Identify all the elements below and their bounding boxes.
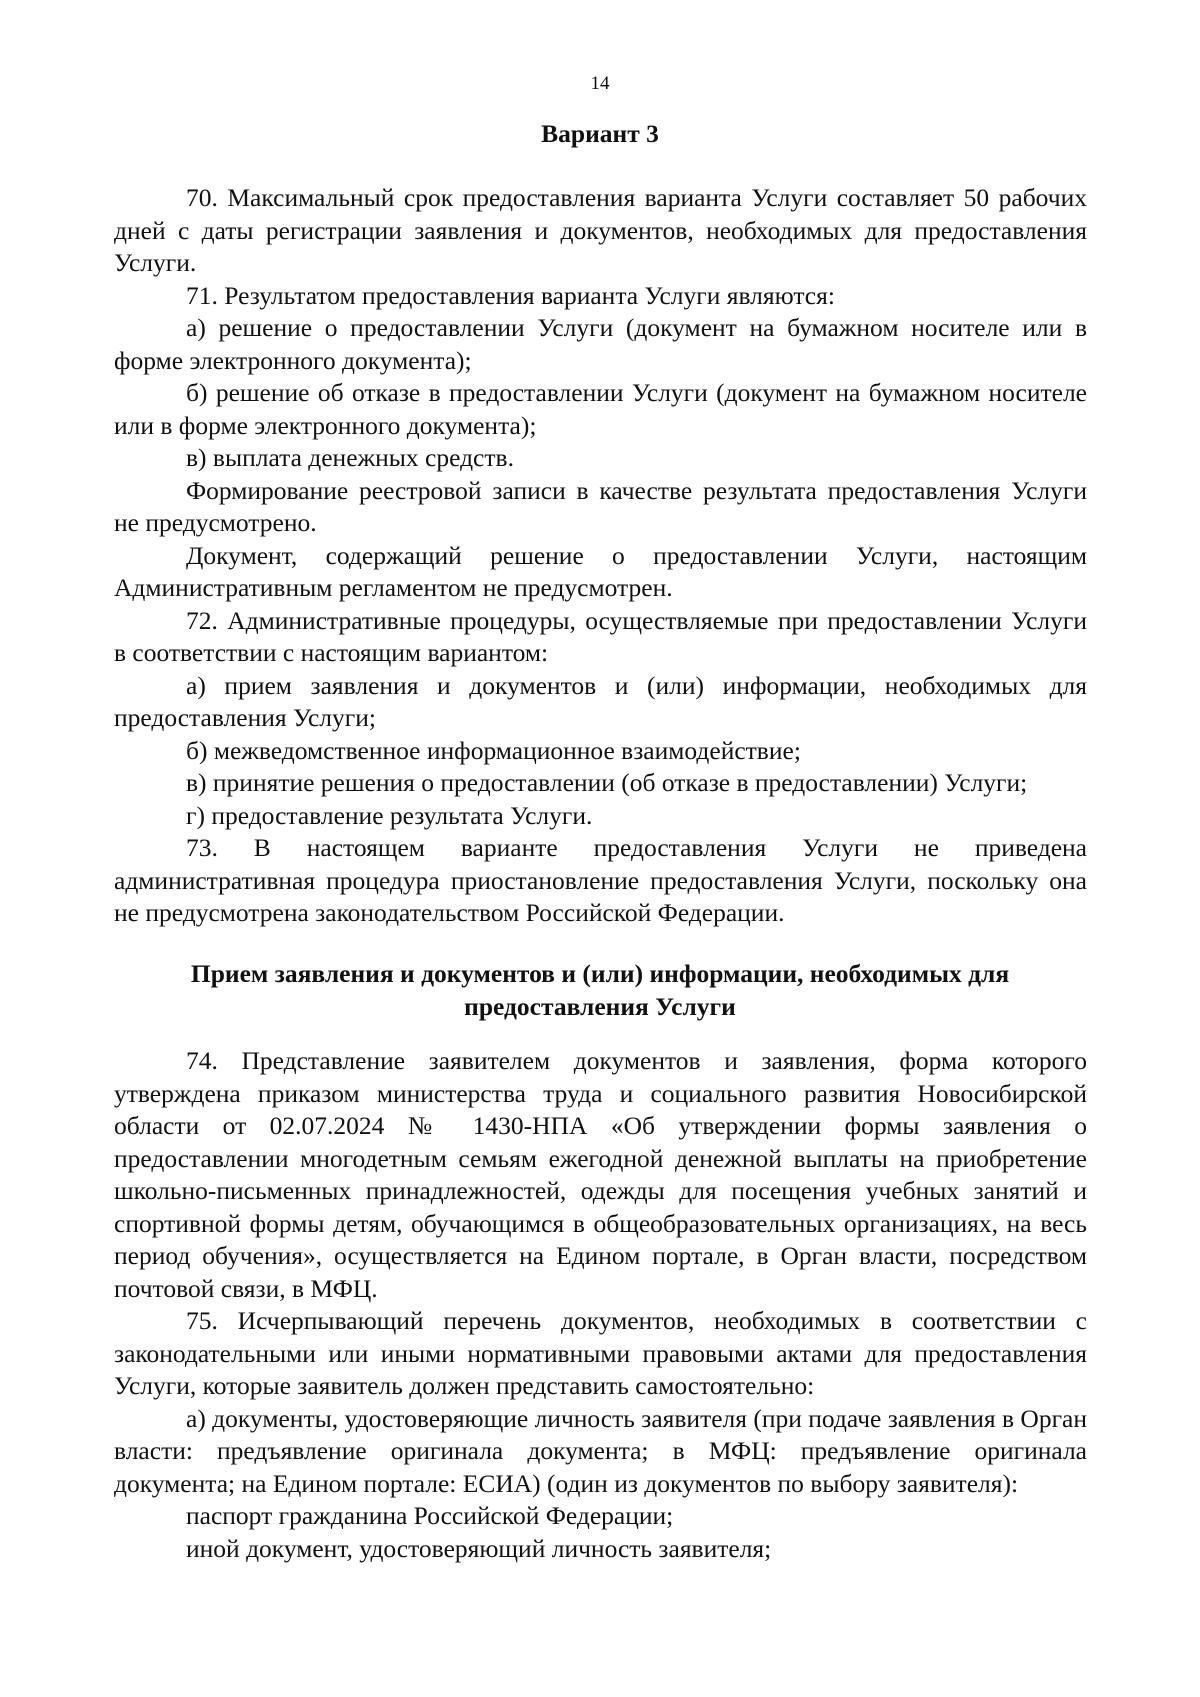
variant-3-paragraphs (114, 182, 1087, 930)
paragraph-71-b: б) решение об отказе в предоставлении Услуги (документ на бумажном носителе или в форме электронного документа); (114, 378, 1087, 440)
paragraph-74: 74. Представление заявителем документов и заявления, форма которого утверждена приказом министерства труда и социального развития Новосибирской области от 02.07.2024 № 1430-НПА «Об утверждении формы заявления о предоставлении многодетным семьям ежегодной денежной выплаты на приобретение школьно-письменных принадлежностей, одежды для посещения учебных занятий и спортивной формы детям, обучающимся в общеобразовательных организациях, на весь период обучения», осуществляется на Едином портале, в Орган власти, посредством почтовой связи, в МФЦ. (114, 1046, 1087, 1303)
paragraph-72-g: г) предоставление результата Услуги. (186, 800, 593, 830)
paragraph-72-b: б) межведомственное информационное взаимодействие; (186, 735, 801, 765)
paragraph-72-v: в) принятие решения о предоставлении (об отказе в предоставлении) Услуги; (186, 768, 1028, 797)
paragraph-decision-document: Документ, содержащий решение о предоставлении Услуги, настоящим Административным регламентом не предусмотрен. (114, 540, 1087, 602)
section-paragraphs (114, 1045, 1087, 1565)
paragraph-71: 71. Результатом предоставления варианта Услуги являются: (186, 280, 835, 310)
paragraph-71-v: в) выплата денежных средств. (186, 443, 514, 472)
list-item-other-id: иной документ, удостоверяющий личность заявителя; (186, 1533, 772, 1563)
paragraph-73: 73. В настоящем варианте предоставления Услуги не приведена административная процедура приостановление предоставления Услуги, поскольку она не предусмотрена законодательством Российской Федерации. (114, 833, 1087, 927)
paragraph-72: 72. Административные процедуры, осуществляемые при предоставлении Услуги в соответствии с настоящим вариантом: (114, 605, 1087, 667)
paragraph-75-a: а) документы, удостоверяющие личность заявителя (при подаче заявления в Орган власти: предъявление оригинала документа; в МФЦ: предъявление оригинала документа; на Едином портале: ЕСИА) (один из документов по выбору заявителя): (114, 1403, 1087, 1498)
section-heading: Прием заявления и документов и (или) информации, необходимых для предоставления Услуги (190, 959, 1010, 1021)
paragraph-registry-record: Формирование реестровой записи в качестве результата предоставления Услуги не предусмотрено. (114, 475, 1087, 537)
paragraph-70: 70. Максимальный срок предоставления варианта Услуги составляет 50 рабочих дней с даты регистрации заявления и документов, необходимых для предоставления Услуги. (114, 183, 1087, 277)
variant-heading: Вариант 3 (541, 119, 659, 148)
paragraph-72-a: а) прием заявления и документов и (или) информации, необходимых для предоставления Услуги; (114, 670, 1087, 732)
page-number: 14 (590, 73, 610, 94)
paragraph-71-a: а) решение о предоставлении Услуги (документ на бумажном носителе или в форме электронного документа); (114, 313, 1087, 375)
list-item-passport: паспорт гражданина Российской Федерации; (186, 1501, 674, 1530)
paragraph-75: 75. Исчерпывающий перечень документов, необходимых в соответствии с законодательными или иными нормативными правовыми актами для предоставления Услуги, которые заявитель должен представить самостоятельно: (114, 1306, 1087, 1400)
